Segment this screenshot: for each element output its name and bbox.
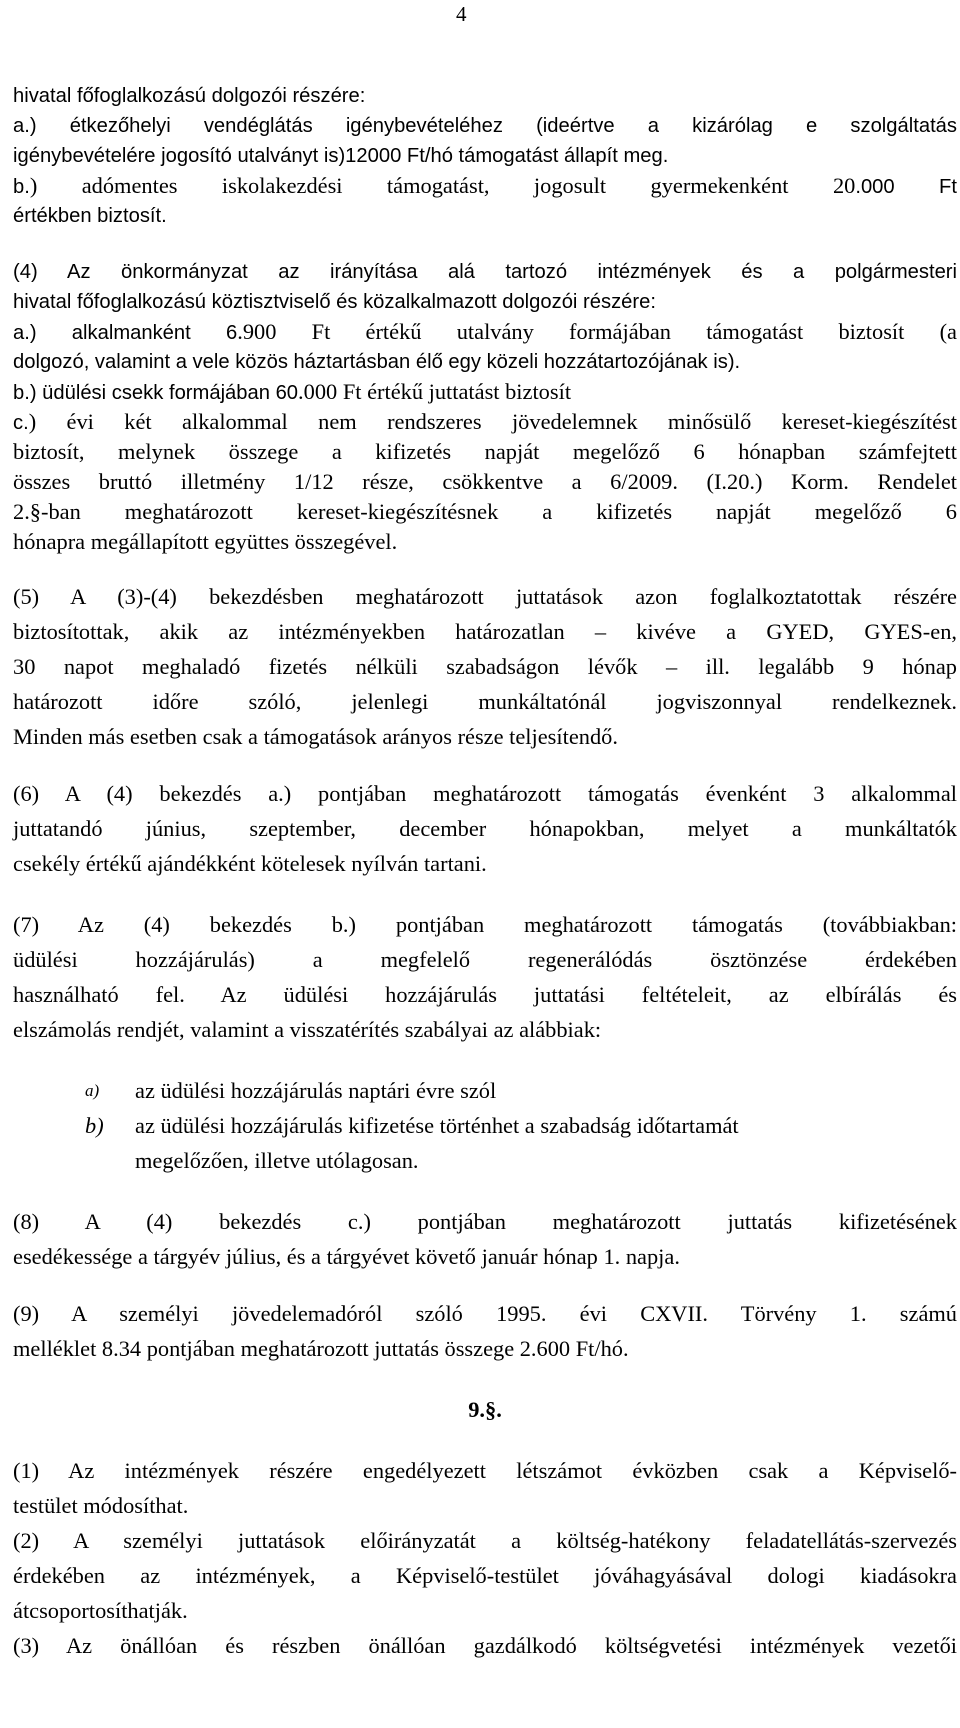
text-line: (6) A (4) bekezdés a.) pontjában meghatározott támogatás évenként 3 alkalommal: [13, 781, 957, 806]
text-line: a.) étkezőhelyi vendéglátás igénybevételéhez (ideértve a kizárólag e szolgáltatás: [13, 115, 957, 137]
text-line: átcsoportosíthatják.: [13, 1598, 188, 1623]
text-run: (I.20.) Korm. Rendelet: [706, 469, 957, 494]
conditions-list: [13, 1073, 957, 1178]
page-number: 4: [456, 2, 467, 26]
paragraph-6: [13, 776, 957, 881]
text-line: [13, 497, 957, 527]
text-line: (1) Az intézmények részére engedélyezett létszámot évközben csak a Képviselő-: [13, 1458, 957, 1483]
paragraph-gap: [13, 231, 957, 257]
text-run: .000 Ft értékű juttatást biztosít: [298, 379, 572, 404]
text-run: ) évi két alkalommal nem rendszeres jövedelemnek minősülő kereset-kiegészítést: [28, 409, 957, 434]
text-line: testület módosíthat.: [13, 1493, 189, 1518]
section-sign: §: [29, 499, 41, 524]
paragraph-5: [13, 579, 957, 754]
text-line: [13, 407, 957, 437]
text-line: (7) Az (4) bekezdés b.) pontjában meghatározott támogatás (továbbiakban:: [13, 912, 957, 937]
list-item-text: az üdülési hozzájárulás naptári évre szól: [135, 1078, 497, 1103]
paragraph-8: [13, 1204, 957, 1274]
paragraph-gap: [13, 1427, 957, 1453]
text-line: (5) A (3)-(4) bekezdésben meghatározott juttatások azon foglalkoztatottak részére: [13, 584, 957, 609]
text-line: [13, 171, 957, 201]
text-line: hivatal főfoglalkozású köztisztviselő és közalkalmazott dolgozói részére:: [13, 291, 656, 313]
text-line: biztosítottak, akik az intézményekben határozatlan – kivéve a GYED, GYES-en,: [13, 619, 957, 644]
text-line: (3) Az önállóan és részben önállóan gazdálkodó költségvetési intézmények vezetői: [13, 1633, 957, 1658]
list-item-text: az üdülési hozzájárulás kifizetése történhet a szabadság időtartamát: [135, 1113, 739, 1138]
text-line: [13, 377, 957, 407]
text-line: dolgozó, valamint a vele közös háztartásban élő egy közeli hozzátartozójának is).: [13, 351, 741, 373]
text-line: esedékessége a tárgyév július, és a tárgyévet követő január hónap 1. napja.: [13, 1244, 680, 1269]
paragraph-gap: [13, 1366, 957, 1392]
text-line: határozott időre szóló, jelenlegi munkáltatónál jogviszonnyal rendelkeznek.: [13, 689, 957, 714]
text-run: b.: [13, 176, 30, 198]
text-run: .900 Ft értékű utalvány formájában támogatást biztosít (a: [237, 319, 957, 344]
text-line: hónapra megállapított együttes összegével.: [13, 529, 398, 554]
text-line: használható fel. Az üdülési hozzájárulás juttatási feltételeit, az elbírálás és: [13, 982, 957, 1007]
paragraph-gap: [13, 754, 957, 776]
paragraph-9: [13, 1296, 957, 1366]
text-line: biztosít, melynek összege a kifizetés napját megelőző 6 hónapban számfejtett: [13, 439, 957, 464]
paragraph-gap: [13, 1274, 957, 1296]
text-run: b.) üdülési csekk formájában 60: [13, 382, 299, 404]
text-run: összes bruttó illetmény 1/12 része, csökkentve a 6/2009.: [13, 469, 707, 494]
list-marker: a): [85, 1081, 100, 1100]
text-line: [13, 467, 957, 497]
section-9-body: [13, 1453, 957, 1663]
text-run: a.) alkalmanként 6: [13, 322, 238, 344]
text-line: (8) A (4) bekezdés c.) pontjában meghatározott juttatás kifizetésének: [13, 1209, 957, 1234]
paragraph-gap: [13, 1047, 957, 1073]
text-line: (4) Az önkormányzat az irányítása alá tartozó intézmények és a polgármesteri: [13, 261, 957, 283]
text-line: értékben biztosít.: [13, 205, 167, 227]
list-item: [13, 1108, 957, 1143]
list-marker: b): [85, 1113, 104, 1138]
text-line: [13, 317, 957, 347]
text-run: c.: [13, 412, 29, 434]
paragraph-gap: [13, 557, 957, 579]
text-line: melléklet 8.34 pontjában meghatározott juttatás összege 2.600 Ft/hó.: [13, 1336, 629, 1361]
section-heading: 9.§.: [468, 1397, 502, 1422]
paragraph-gap: [13, 881, 957, 907]
text-run: 2.: [13, 499, 30, 524]
text-line: (2) A személyi juttatások előirányzatát a költség-hatékony feladatellátás-szervezés: [13, 1528, 957, 1553]
text-line: hivatal főfoglalkozású dolgozói részére:: [13, 85, 366, 107]
text-line: üdülési hozzájárulás) a megfelelő regenerálódás ösztönzése érdekében: [13, 947, 957, 972]
paragraph-4: [13, 257, 957, 557]
paragraph-gap: [13, 1178, 957, 1204]
text-line: 30 napot meghaladó fizetés nélküli szabadságon lévők – ill. legalább 9 hónap: [13, 654, 957, 679]
list-item: [13, 1073, 957, 1108]
text-run: .000 Ft: [855, 176, 958, 198]
text-line: elszámolás rendjét, valamint a visszatérítés szabályai az alábbiak:: [13, 1017, 602, 1042]
document-body: [13, 81, 957, 1663]
text-line: Minden más esetben csak a támogatások arányos része teljesítendő.: [13, 724, 618, 749]
text-line: igénybevételére jogosító utalványt is)12000 Ft/hó támogatást állapít meg.: [13, 145, 669, 167]
text-line: (9) A személyi jövedelemadóról szóló 1995. évi CXVII. Törvény 1. számú: [13, 1301, 957, 1326]
text-run: -ban meghatározott kereset-kiegészítésnek a kifizetés napját megelőző 6: [41, 499, 957, 524]
text-line: juttatandó június, szeptember, december hónapokban, melyet a munkáltatók: [13, 816, 957, 841]
text-run: ) adómentes iskolakezdési támogatást, jogosult gyermekenként 20: [29, 173, 856, 198]
text-line: érdekében az intézmények, a Képviselő-testület jóváhagyásával dologi kiadásokra: [13, 1563, 957, 1588]
list-item-continuation: megelőzően, illetve utólagosan.: [135, 1148, 419, 1173]
intro-paragraph: [13, 81, 957, 231]
text-line: csekély értékű ajándékként kötelesek nyílván tartani.: [13, 851, 487, 876]
paragraph-7: [13, 907, 957, 1047]
